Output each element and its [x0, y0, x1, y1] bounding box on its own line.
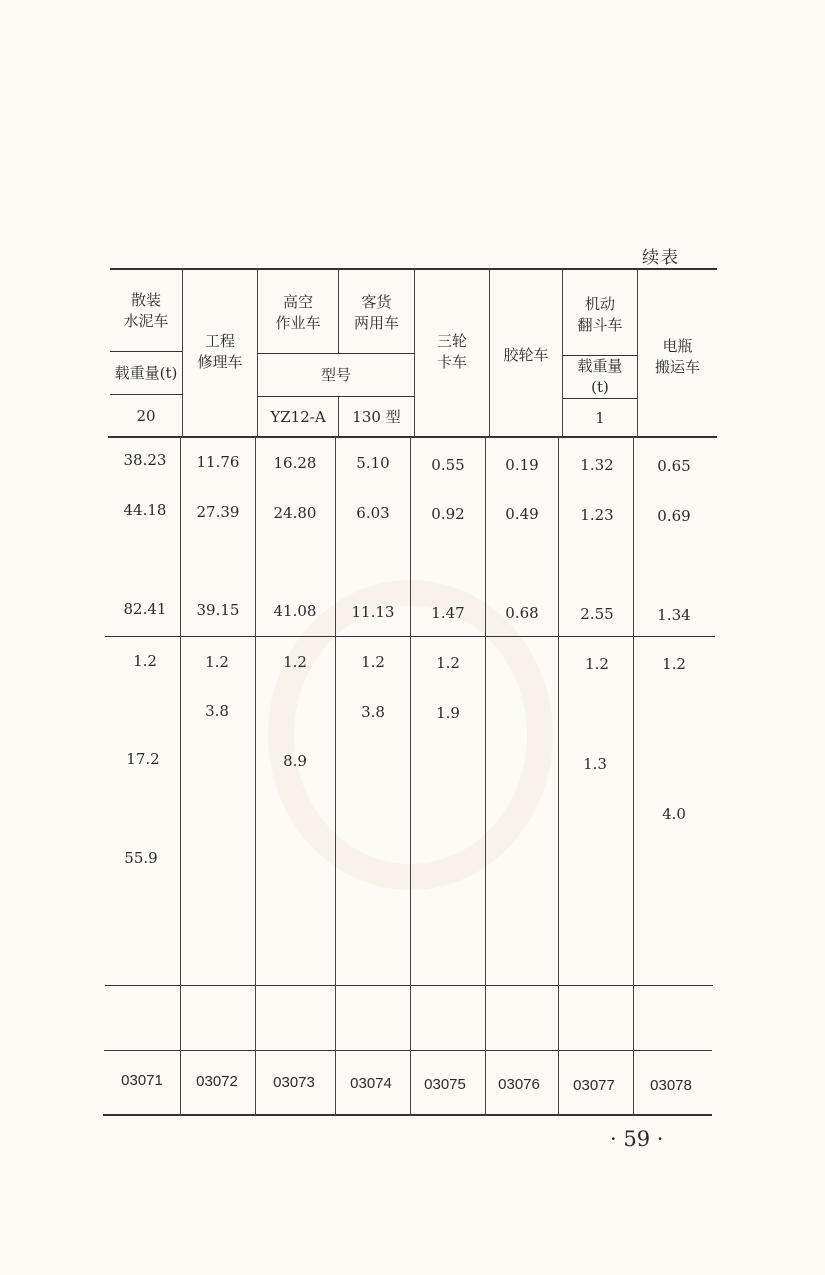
data-cell: 3.8 — [361, 703, 385, 721]
header-rule-col34 — [257, 353, 414, 354]
body-col-divider — [633, 437, 634, 1115]
data-cell: 1.23 — [580, 506, 614, 524]
data-cell: 17.2 — [126, 750, 160, 768]
data-cell: 16.28 — [273, 454, 317, 472]
data-cell: 5.10 — [356, 454, 390, 472]
data-cell: 1.32 — [580, 456, 614, 474]
body-col-divider — [255, 437, 256, 1115]
header-aerial-work-vehicle: 高空 作业车 — [275, 293, 321, 332]
header-dumper-load-value: 1 — [595, 408, 605, 427]
data-cell: 2.55 — [580, 605, 614, 623]
header-rule-col7-b — [562, 398, 637, 399]
item-code: 03075 — [424, 1076, 466, 1093]
data-cell: 41.08 — [273, 602, 317, 620]
header-bulk-cement-truck: 散装 水泥车 — [123, 291, 169, 330]
data-cell: 39.15 — [196, 601, 240, 619]
body-col-divider — [558, 437, 559, 1115]
header-tricycle-truck: 三轮 卡车 — [436, 332, 467, 371]
data-cell: 0.92 — [431, 505, 465, 523]
data-cell: 82.41 — [123, 600, 167, 618]
header-rubber-wheel-cart: 胶轮车 — [503, 345, 549, 364]
header-dumper-load-label: 载重量 (t) — [577, 357, 623, 396]
header-motorized-dumper: 机动 翻斗车 — [577, 295, 623, 334]
data-cell: 1.2 — [662, 655, 686, 673]
body-col-divider — [335, 437, 336, 1115]
item-code: 03076 — [498, 1076, 540, 1093]
data-cell: 1.2 — [133, 652, 157, 670]
header-load-capacity-label: 载重量(t) — [114, 363, 178, 382]
header-bottom-rule — [108, 436, 717, 438]
data-cell: 1.34 — [657, 606, 691, 624]
data-cell: 1.9 — [436, 704, 460, 722]
data-cell: 1.2 — [205, 653, 229, 671]
data-cell: 1.2 — [283, 653, 307, 671]
header-load-capacity-value: 20 — [136, 406, 156, 425]
data-cell: 1.2 — [585, 655, 609, 673]
section2-bottom-rule — [105, 985, 713, 986]
header-battery-handling-truck: 电瓶 搬运车 — [654, 337, 700, 376]
header-model-label: 型号 — [320, 365, 351, 384]
item-code: 03077 — [573, 1077, 615, 1094]
data-cell: 3.8 — [205, 702, 229, 720]
table-bottom-rule — [103, 1114, 712, 1116]
data-cell: 0.68 — [505, 604, 539, 622]
item-code: 03073 — [273, 1074, 315, 1091]
body-col-divider — [180, 437, 181, 1115]
data-cell: 11.76 — [196, 453, 240, 471]
data-cell: 0.65 — [657, 457, 691, 475]
item-code: 03072 — [196, 1073, 238, 1090]
data-cell: 27.39 — [196, 503, 240, 521]
data-cell: 1.3 — [583, 755, 607, 773]
header-model-value-130: 130 型 — [352, 407, 401, 426]
data-cell: 1.47 — [431, 604, 465, 622]
page-number: · 59 · — [610, 1127, 664, 1151]
header-model-value-yz12a: YZ12-A — [270, 407, 326, 426]
header-rule-col1 — [110, 351, 182, 352]
data-cell: 4.0 — [662, 805, 686, 823]
header-engineering-repair-truck: 工程 修理车 — [197, 332, 243, 371]
item-code: 03078 — [650, 1077, 692, 1094]
data-cell: 0.69 — [657, 507, 691, 525]
data-cell: 38.23 — [123, 451, 167, 469]
data-cell: 0.19 — [505, 456, 539, 474]
data-cell: 1.2 — [436, 654, 460, 672]
header-rule-col34-b — [257, 396, 414, 397]
data-cell: 6.03 — [356, 504, 390, 522]
section3-bottom-rule — [104, 1050, 712, 1051]
data-cell: 0.55 — [431, 456, 465, 474]
data-cell: 8.9 — [283, 752, 307, 770]
body-col-divider — [410, 437, 411, 1115]
body-col-divider — [485, 437, 486, 1115]
data-cell: 1.2 — [361, 653, 385, 671]
data-cell: 11.13 — [351, 603, 395, 621]
data-cell: 55.9 — [124, 849, 158, 867]
data-cell: 24.80 — [273, 504, 317, 522]
data-cell: 0.49 — [505, 505, 539, 523]
item-code: 03074 — [350, 1075, 392, 1092]
continued-table-label: 续表 — [642, 248, 680, 268]
item-code: 03071 — [121, 1072, 163, 1089]
data-cell: 44.18 — [123, 501, 167, 519]
header-passenger-cargo-vehicle: 客货 两用车 — [353, 293, 399, 332]
header-rule-col1-b — [110, 394, 182, 395]
